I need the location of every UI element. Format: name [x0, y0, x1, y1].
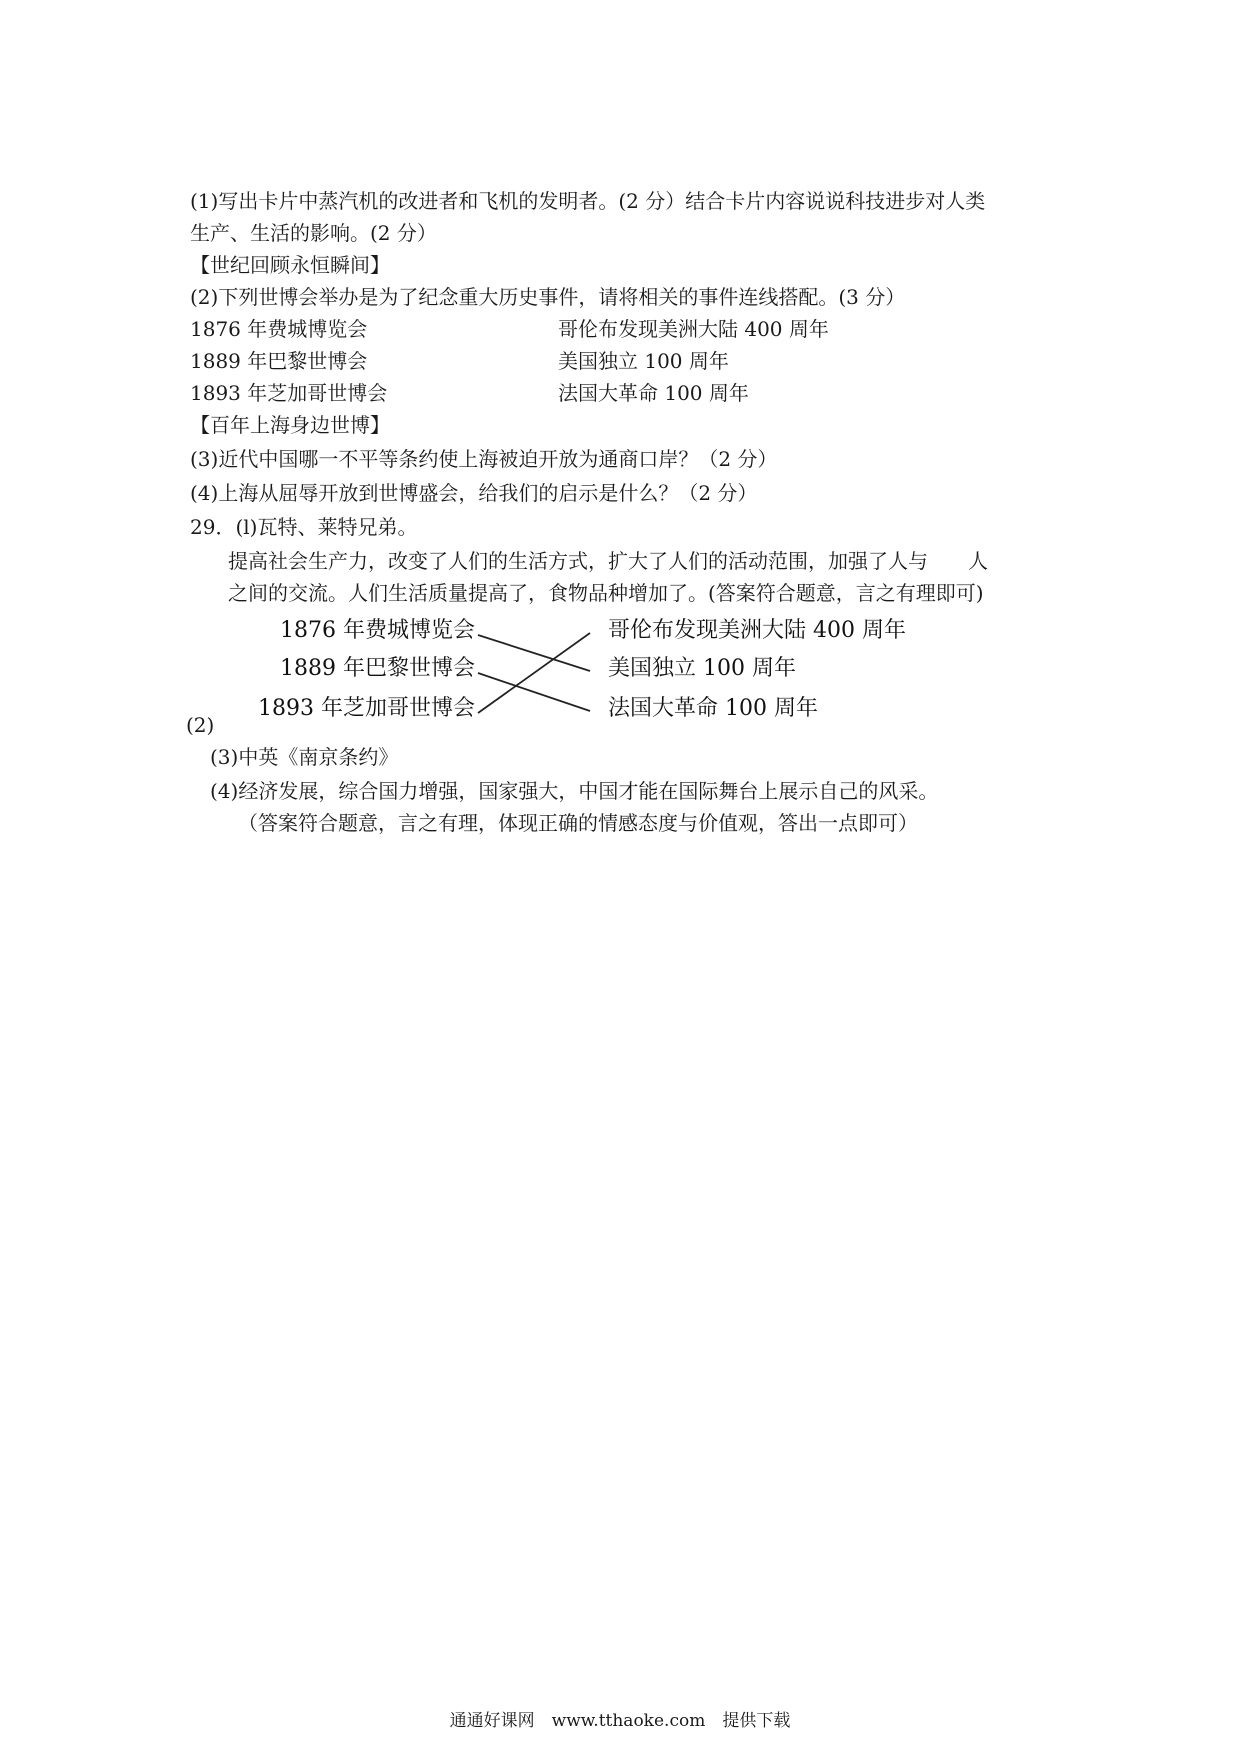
answer-1-line-2: 提高社会生产力，改变了人们的生活方式，扩大了人们的活动范围，加强了人与 人	[228, 549, 988, 573]
answer-3: (3)中英《南京条约》	[210, 745, 399, 769]
diagram-right-item: 美国独立 100 周年	[608, 656, 796, 681]
match-right-item: 哥伦布发现美洲大陆 400 周年	[558, 317, 829, 341]
connector-lines	[180, 605, 940, 735]
diagram-right-item: 法国大革命 100 周年	[608, 696, 818, 721]
diagram-left-item: 1889 年巴黎世博会	[280, 656, 475, 681]
question-2: (2)下列世博会举办是为了纪念重大历史事件，请将相关的事件连线搭配。(3 分）	[190, 285, 906, 309]
question-1-line-1: (1)写出卡片中蒸汽机的改进者和飞机的发明者。(2 分）结合卡片内容说说科技进步对人类	[190, 189, 986, 213]
match-left-item: 1893 年芝加哥世博会	[190, 381, 388, 405]
diagram-left-item: 1893 年芝加哥世博会	[258, 696, 475, 721]
answer-1-line-3: 之间的交流。人们生活质量提高了，食物品种增加了。(答案符合题意，言之有理即可)	[228, 581, 984, 605]
footer-text: 通通好课网 www.tthaoke.com 提供下载	[449, 1711, 791, 1731]
match-left-item: 1889 年巴黎世博会	[190, 349, 368, 373]
section-heading-1: 【世纪回顾永恒瞬间】	[190, 253, 390, 277]
connector-line-1893	[478, 633, 590, 713]
answer-4-line-1: (4)经济发展，综合国力增强，国家强大，中国才能在国际舞台上展示自己的风采。	[210, 779, 939, 803]
match-left-item: 1876 年费城博览会	[190, 317, 368, 341]
question-3: (3)近代中国哪一不平等条约使上海被迫开放为通商口岸？（2 分）	[190, 447, 778, 471]
match-right-item: 法国大革命 100 周年	[558, 381, 749, 405]
connector-line-1876	[478, 635, 590, 671]
answer-2-label: (2)	[186, 713, 215, 737]
matching-diagram	[180, 605, 940, 735]
answer-4-line-2: （答案符合题意，言之有理，体现正确的情感态度与价值观，答出一点即可）	[238, 811, 918, 835]
connector-line-1889	[478, 673, 590, 711]
diagram-left-item: 1876 年费城博览会	[280, 618, 475, 643]
section-heading-2: 【百年上海身边世博】	[190, 413, 390, 437]
question-4: (4)上海从屈辱开放到世博盛会，给我们的启示是什么？（2 分）	[190, 481, 758, 505]
diagram-right-item: 哥伦布发现美洲大陆 400 周年	[608, 618, 906, 643]
match-right-item: 美国独立 100 周年	[558, 349, 729, 373]
answer-1-line-1: 29．(l)瓦特、莱特兄弟。	[190, 515, 418, 539]
question-1-line-2: 生产、生活的影响。(2 分）	[190, 221, 437, 245]
